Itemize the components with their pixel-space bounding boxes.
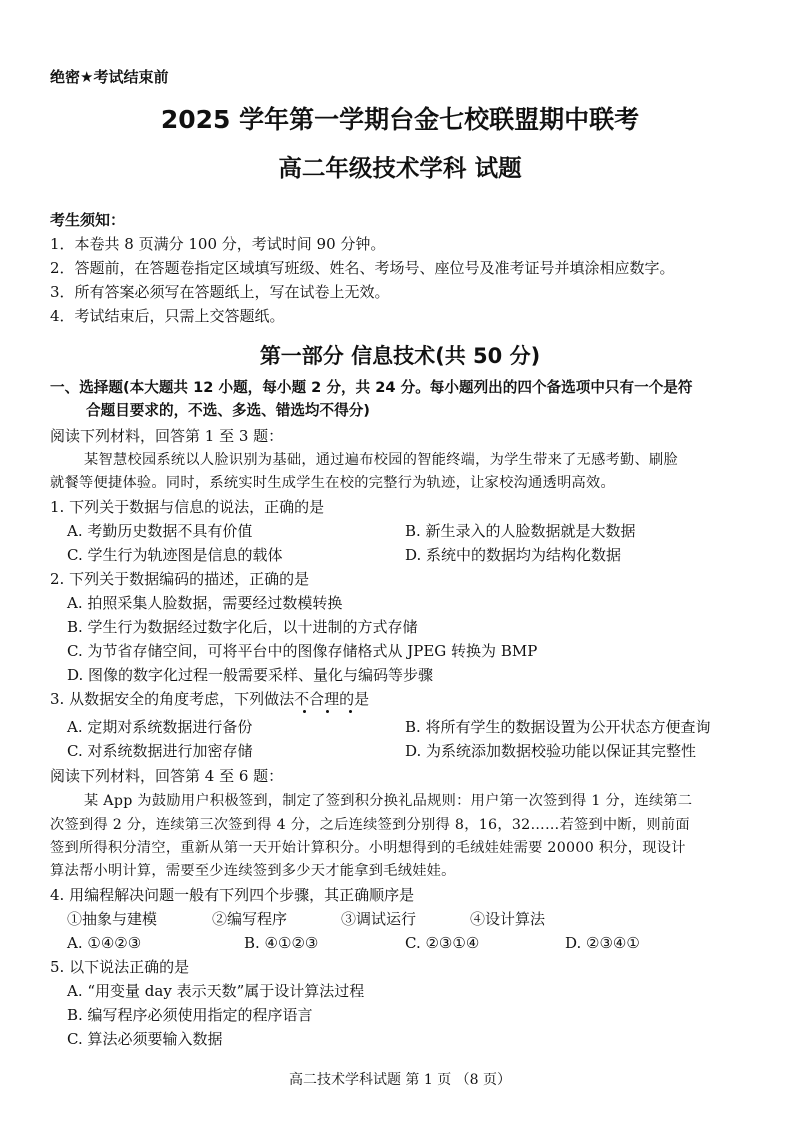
- question-stem-text: 3. 从数据安全的角度考虑，下列做法: [50, 690, 295, 708]
- material-paragraph: 签到所得积分清空，重新从第一天开始计算积分。小明想得到的毛绒娃娃需要 20000 积分，现设计: [50, 840, 686, 856]
- question-stem: [50, 689, 369, 709]
- section-instruction: 一、选择题(本大题共 12 小题，每小题 2 分，共 24 分。每小题列出的四个备选项中只有一个是符: [50, 379, 693, 396]
- option-c: C. ②③①④: [405, 934, 480, 952]
- section-instruction-cont: 合题目要求的，不选、多选、错选均不得分): [86, 402, 370, 419]
- emphasis-dots: [303, 710, 353, 713]
- option-b: B. 新生录入的人脸数据就是大数据: [405, 522, 636, 540]
- option-d: D. 图像的数字化过程一般需要采样、量化与编码等步骤: [67, 666, 434, 684]
- question-stem-text: 的是: [339, 690, 370, 708]
- material-intro: 阅读下列材料，回答第 1 至 3 题：: [50, 427, 284, 445]
- step-item: ①抽象与建模: [67, 910, 158, 928]
- option-b: B. 学生行为数据经过数字化后，以十进制的方式存储: [67, 618, 418, 636]
- option-d: D. 系统中的数据均为结构化数据: [405, 546, 622, 564]
- option-d: D. 为系统添加数据校验功能以保证其完整性: [405, 742, 697, 760]
- option-a: A. ①④②③: [67, 934, 142, 952]
- question-stem: 1. 下列关于数据与信息的说法，正确的是: [50, 498, 325, 516]
- notice-item: 4．考试结束后，只需上交答题纸。: [50, 307, 285, 325]
- option-b: B. 编写程序必须使用指定的程序语言: [67, 1006, 313, 1024]
- notice-item: 1．本卷共 8 页满分 100 分，考试时间 90 分钟。: [50, 235, 386, 253]
- notice-item: 3．所有答案必须写在答题纸上，写在试卷上无效。: [50, 283, 390, 301]
- option-c: C. 学生行为轨迹图是信息的载体: [67, 546, 283, 564]
- emphasis-text: 不合理: [294, 690, 340, 708]
- exam-title: 2025 学年第一学期台金七校联盟期中联考: [160, 105, 640, 134]
- material-intro: 阅读下列材料，回答第 4 至 6 题：: [50, 767, 284, 785]
- step-item: ④设计算法: [470, 910, 546, 928]
- emphasis-dot: [303, 710, 306, 713]
- option-c: C. 为节省存储空间，可将平台中的图像存储格式从 JPEG 转换为 BMP: [67, 642, 538, 660]
- material-paragraph: 次签到得 2 分，连续第三次签到得 4 分，之后连续签到分别得 8，16，32……若签到中断，则前面: [50, 817, 690, 833]
- option-c: C. 对系统数据进行加密存储: [67, 742, 253, 760]
- question-stem: 2. 下列关于数据编码的描述，正确的是: [50, 570, 310, 588]
- confidential-label: 绝密★考试结束前: [50, 68, 169, 86]
- page-footer: 高二技术学科试题 第 1 页 （8 页）: [288, 1072, 512, 1088]
- question-stem: 5. 以下说法正确的是: [50, 958, 190, 976]
- option-a: A. “用变量 day 表示天数”属于设计算法过程: [67, 982, 365, 1000]
- part-one-title: 第一部分 信息技术(共 50 分): [259, 344, 541, 368]
- material-paragraph: 算法帮小明计算，需要至少连续签到多少天才能拿到毛绒娃娃。: [50, 863, 456, 879]
- step-item: ③调试运行: [341, 910, 417, 928]
- option-d: D. ②③④①: [565, 934, 640, 952]
- step-item: ②编写程序: [212, 910, 288, 928]
- exam-subtitle: 高二年级技术学科 试题: [278, 154, 522, 182]
- material-paragraph: 就餐等便捷体验。同时，系统实时生成学生在校的完整行为轨迹，让家校沟通透明高效。: [50, 475, 616, 491]
- material-paragraph: 某智慧校园系统以人脸识别为基础，通过遍布校园的智能终端，为学生带来了无感考勤、刷脸: [84, 452, 678, 468]
- notice-item: 2．答题前，在答题卷指定区域填写班级、姓名、考场号、座位号及准考证号并填涂相应数字。: [50, 259, 675, 277]
- option-b: B. ④①②③: [244, 934, 319, 952]
- notice-heading: 考生须知：: [50, 211, 126, 229]
- option-a: A. 考勤历史数据不具有价值: [67, 522, 253, 540]
- option-b: B. 将所有学生的数据设置为公开状态方便查询: [405, 718, 711, 736]
- option-a: A. 拍照采集人脸数据，需要经过数模转换: [67, 594, 343, 612]
- emphasis-dot: [326, 710, 329, 713]
- emphasis-dot: [349, 710, 352, 713]
- option-c: C. 算法必须要输入数据: [67, 1030, 223, 1048]
- material-paragraph: 某 App 为鼓励用户积极签到，制定了签到积分换礼品规则：用户第一次签到得 1 分，连续第二: [84, 793, 693, 809]
- question-stem: 4. 用编程解决问题一般有下列四个步骤，其正确顺序是: [50, 886, 415, 904]
- option-a: A. 定期对系统数据进行备份: [67, 718, 253, 736]
